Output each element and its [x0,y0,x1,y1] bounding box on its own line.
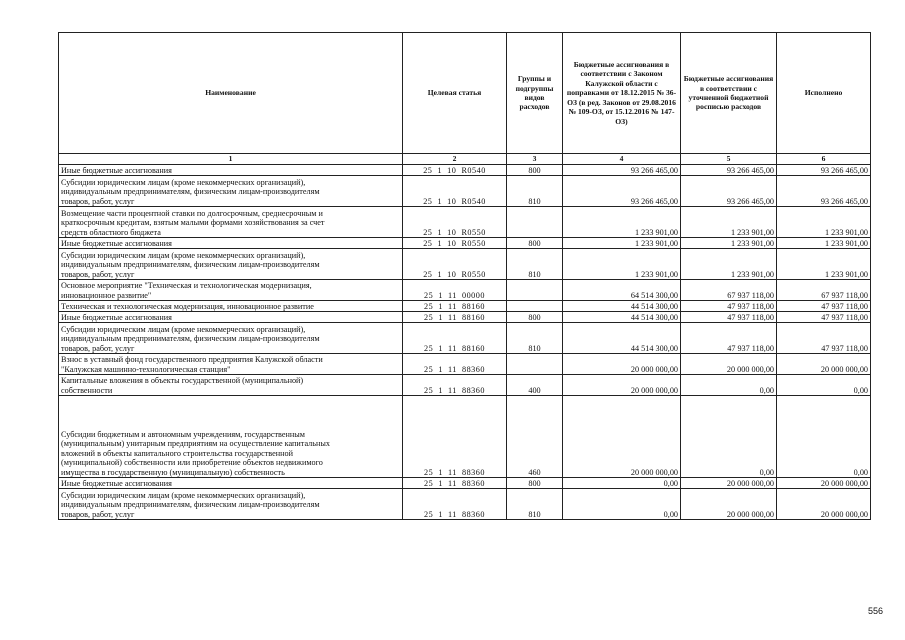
row-name-cell: Техническая и технологическая модернизация, инновационное развитие [59,301,403,312]
header-name: Наименование [59,33,403,154]
row-executed-amount-cell: 93 266 465,00 [777,176,871,207]
row-expense-group-cell: 810 [507,323,563,354]
row-law-amount-cell: 1 233 901,00 [563,238,681,249]
header-row [59,33,871,154]
row-law-amount-cell: 64 514 300,00 [563,280,681,301]
row-executed-amount-cell: 20 000 000,00 [777,354,871,375]
table-row [59,176,871,207]
row-expense-group-cell [507,301,563,312]
row-executed-amount-cell: 0,00 [777,375,871,396]
column-number: 6 [777,154,871,165]
row-executed-amount-cell: 67 937 118,00 [777,280,871,301]
row-executed-amount-cell: 1 233 901,00 [777,249,871,280]
table-body [59,165,871,520]
row-name-cell: Иные бюджетные ассигнования [59,312,403,323]
header-expense-group: Группы и подгруппы видов расходов [507,33,563,154]
row-expense-group-cell: 800 [507,478,563,489]
header-executed: Исполнено [777,33,871,154]
table-row [59,489,871,520]
row-executed-amount-cell: 93 266 465,00 [777,165,871,176]
table-row [59,165,871,176]
table-row [59,249,871,280]
header-target-article: Целевая статья [403,33,507,154]
row-expense-group-cell: 460 [507,396,563,478]
row-name-cell: Субсидии юридическим лицам (кроме некоммерческих организаций), индивидуальным предпринимателям, физическим лицам-производителям товаров, работ, услуг [59,489,403,520]
row-name-cell: Возмещение части процентной ставки по долгосрочным, среднесрочным и краткосрочным кредитам, взятым малыми формами хозяйствования за счет средств областного бюджета [59,207,403,238]
row-expense-group-cell: 800 [507,238,563,249]
row-adjusted-amount-cell: 47 937 118,00 [681,312,777,323]
row-target-article-cell: 25 1 11 88360 [403,489,507,520]
row-law-amount-cell: 44 514 300,00 [563,301,681,312]
column-number: 1 [59,154,403,165]
row-adjusted-amount-cell: 1 233 901,00 [681,238,777,249]
row-name-cell: Капитальные вложения в объекты государственной (муниципальной) собственности [59,375,403,396]
row-executed-amount-cell: 1 233 901,00 [777,238,871,249]
row-executed-amount-cell: 47 937 118,00 [777,323,871,354]
table-row [59,478,871,489]
row-executed-amount-cell: 20 000 000,00 [777,489,871,520]
column-number-row [59,154,871,165]
row-target-article-cell: 25 1 11 88160 [403,301,507,312]
row-expense-group-cell: 800 [507,165,563,176]
row-adjusted-amount-cell: 20 000 000,00 [681,354,777,375]
row-adjusted-amount-cell: 47 937 118,00 [681,323,777,354]
row-adjusted-amount-cell: 0,00 [681,396,777,478]
row-name-cell: Взнос в уставный фонд государственного предприятия Калужской области "Калужская машинно-технологическая станция" [59,354,403,375]
row-law-amount-cell: 93 266 465,00 [563,176,681,207]
row-adjusted-amount-cell: 0,00 [681,375,777,396]
table-row [59,238,871,249]
row-target-article-cell: 25 1 10 R0550 [403,249,507,280]
row-target-article-cell: 25 1 11 88160 [403,312,507,323]
row-expense-group-cell: 800 [507,312,563,323]
row-law-amount-cell: 44 514 300,00 [563,312,681,323]
row-expense-group-cell [507,354,563,375]
row-target-article-cell: 25 1 11 00000 [403,280,507,301]
row-executed-amount-cell: 47 937 118,00 [777,312,871,323]
row-law-amount-cell: 93 266 465,00 [563,165,681,176]
header-adjusted-allocations: Бюджетные ассигнования в соответствии с уточненной бюджетной росписью расходов [681,33,777,154]
row-law-amount-cell: 1 233 901,00 [563,249,681,280]
column-number: 5 [681,154,777,165]
row-adjusted-amount-cell: 93 266 465,00 [681,165,777,176]
row-target-article-cell: 25 1 10 R0540 [403,165,507,176]
row-adjusted-amount-cell: 20 000 000,00 [681,478,777,489]
page-number: 556 [867,606,883,616]
row-adjusted-amount-cell: 47 937 118,00 [681,301,777,312]
header-law-allocations: Бюджетные ассигнования в соответствии с Законом Калужской области с поправками от 18.12.2015 № 36-ОЗ (в ред. Законов от 29.08.2016 № 109-ОЗ, от 15.12.2016 № 147-ОЗ) [563,33,681,154]
row-target-article-cell: 25 1 11 88360 [403,478,507,489]
row-name-cell: Иные бюджетные ассигнования [59,165,403,176]
row-executed-amount-cell: 1 233 901,00 [777,207,871,238]
row-target-article-cell: 25 1 11 88360 [403,354,507,375]
row-name-cell: Субсидии юридическим лицам (кроме некоммерческих организаций), индивидуальным предпринимателям, физическим лицам-производителям товаров, работ, услуг [59,176,403,207]
table-row [59,375,871,396]
row-expense-group-cell: 810 [507,249,563,280]
row-target-article-cell: 25 1 10 R0550 [403,207,507,238]
row-executed-amount-cell: 47 937 118,00 [777,301,871,312]
column-number: 2 [403,154,507,165]
row-expense-group-cell [507,280,563,301]
row-adjusted-amount-cell: 1 233 901,00 [681,207,777,238]
row-adjusted-amount-cell: 20 000 000,00 [681,489,777,520]
column-number: 4 [563,154,681,165]
row-name-cell: Основное мероприятие "Техническая и технологическая модернизация, инновационное развитие" [59,280,403,301]
row-name-cell: Субсидии юридическим лицам (кроме некоммерческих организаций), индивидуальным предпринимателям, физическим лицам-производителям товаров, работ, услуг [59,249,403,280]
row-target-article-cell: 25 1 10 R0540 [403,176,507,207]
row-adjusted-amount-cell: 93 266 465,00 [681,176,777,207]
row-law-amount-cell: 20 000 000,00 [563,396,681,478]
row-executed-amount-cell: 0,00 [777,396,871,478]
row-name-cell: Иные бюджетные ассигнования [59,238,403,249]
row-law-amount-cell: 1 233 901,00 [563,207,681,238]
table-row [59,207,871,238]
row-name-cell: Субсидии юридическим лицам (кроме некоммерческих организаций), индивидуальным предпринимателям, физическим лицам-производителям товаров, работ, услуг [59,323,403,354]
row-executed-amount-cell: 20 000 000,00 [777,478,871,489]
row-law-amount-cell: 20 000 000,00 [563,354,681,375]
table-row [59,280,871,301]
row-adjusted-amount-cell: 1 233 901,00 [681,249,777,280]
table-row [59,323,871,354]
row-target-article-cell: 25 1 10 R0550 [403,238,507,249]
budget-table [58,32,871,520]
row-law-amount-cell: 0,00 [563,478,681,489]
row-expense-group-cell: 810 [507,176,563,207]
row-adjusted-amount-cell: 67 937 118,00 [681,280,777,301]
row-name-cell: Субсидии бюджетным и автономным учреждениям, государственным (муниципальным) унитарным предприятиям на осуществление капитальных вложений в объекты капитального строительства государственной (муниципальной) собственности или приобретение объектов недвижимого имущества в государственную (муниципальную) собственность [59,396,403,478]
row-target-article-cell: 25 1 11 88360 [403,375,507,396]
row-law-amount-cell: 44 514 300,00 [563,323,681,354]
table-row [59,312,871,323]
row-name-cell: Иные бюджетные ассигнования [59,478,403,489]
row-law-amount-cell: 0,00 [563,489,681,520]
table-row [59,396,871,478]
row-target-article-cell: 25 1 11 88160 [403,323,507,354]
row-target-article-cell: 25 1 11 88360 [403,396,507,478]
row-expense-group-cell: 810 [507,489,563,520]
row-expense-group-cell [507,207,563,238]
row-expense-group-cell: 400 [507,375,563,396]
table-row [59,354,871,375]
table-row [59,301,871,312]
column-number: 3 [507,154,563,165]
row-law-amount-cell: 20 000 000,00 [563,375,681,396]
